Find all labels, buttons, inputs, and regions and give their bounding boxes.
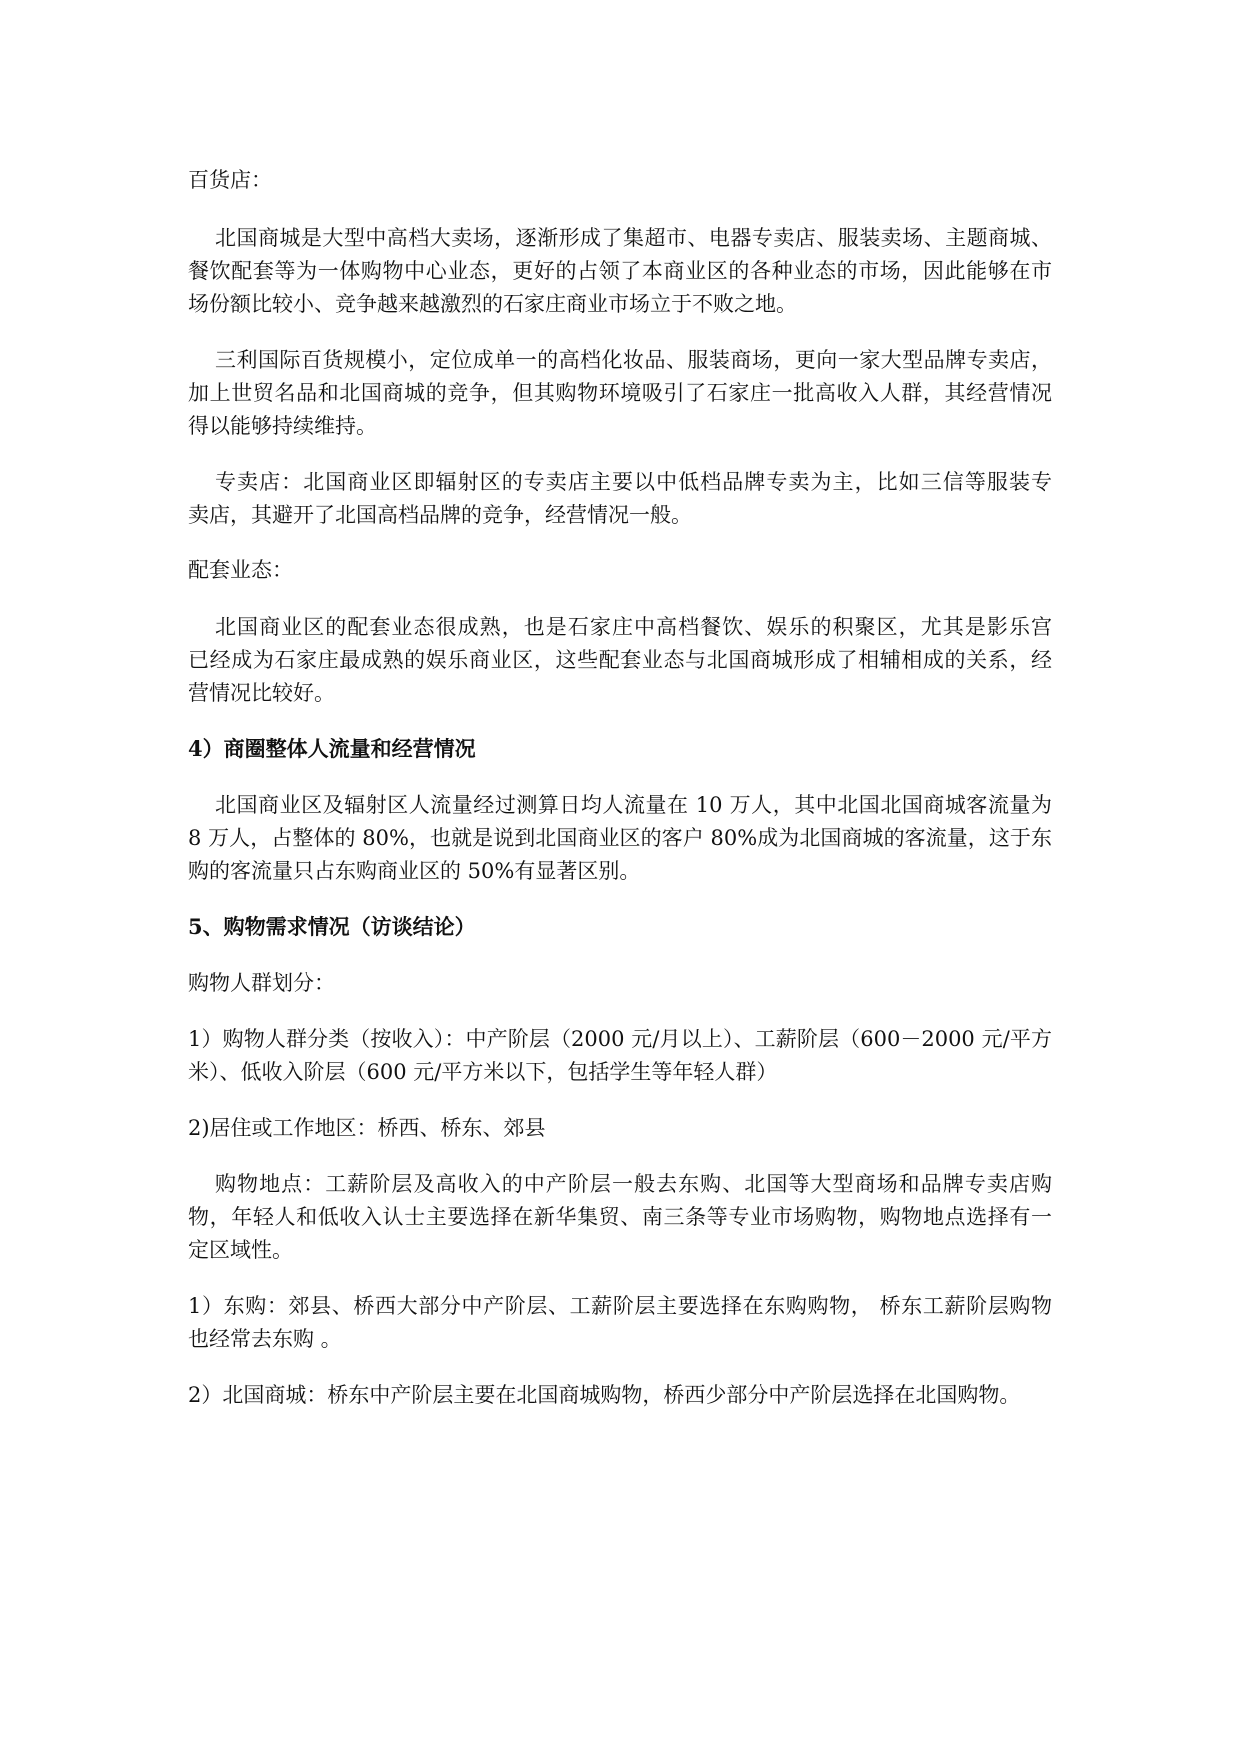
paragraph-line: 已经成为石家庄最成熟的娱乐商业区，这些配套业态与北国商城形成了相辅相成的关系，经 <box>188 648 1052 672</box>
paragraph-line: 8 万人，占整体的 80%，也就是说到北国商业区的客户 80%成为北国商城的客流量，这于东 <box>188 826 1052 850</box>
paragraph-line: 定区域性。 <box>188 1238 293 1262</box>
paragraph-line: 北国商业区的配套业态很成熟，也是石家庄中高档餐饮、娱乐的积聚区，尤其是影乐宫 <box>215 615 1052 639</box>
paragraph-line: 三利国际百货规模小，定位成单一的高档化妆品、服装商场，更向一家大型品牌专卖店， <box>215 348 1052 372</box>
paragraph-line: 物，年轻人和低收入认士主要选择在新华集贸、南三条等专业市场购物，购物地点选择有一 <box>188 1205 1052 1229</box>
paragraph-line: 购的客流量只占东购商业区的 50%有显著区别。 <box>188 859 641 883</box>
paragraph-line: 场份额比较小、竞争越来越激烈的石家庄商业市场立于不败之地。 <box>188 292 797 316</box>
paragraph-line: 卖店，其避开了北国高档品牌的竞争，经营情况一般。 <box>188 503 692 527</box>
paragraph-line: 也经常去东购 。 <box>188 1327 342 1351</box>
paragraph-line: 米）、低收入阶层（600 元/平方米以下，包括学生等年轻人群） <box>188 1060 778 1084</box>
paragraph-line: 得以能够持续维持。 <box>188 414 377 438</box>
section-heading-4: 4）商圈整体人流量和经营情况 <box>188 736 476 761</box>
subheading-peitao: 配套业态： <box>188 558 293 582</box>
paragraph-line: 北国商业区及辐射区人流量经过测算日均人流量在 10 万人，其中北国北国商城客流量为 <box>215 793 1052 817</box>
paragraph-line: 1）东购：郊县、桥西大部分中产阶层、工薪阶层主要选择在东购购物， 桥东工薪阶层购物 <box>188 1294 1052 1318</box>
section-heading-5: 5、购物需求情况（访谈结论） <box>188 914 476 939</box>
subheading-baihuo: 百货店： <box>188 168 272 192</box>
paragraph-line: 2)居住或工作地区：桥西、桥东、郊县 <box>188 1116 546 1140</box>
paragraph-line: 1）购物人群分类（按收入）：中产阶层（2000 元/月以上）、工薪阶层（600－2000 元/平方 <box>188 1027 1052 1051</box>
subheading-renqun: 购物人群划分： <box>188 971 335 995</box>
paragraph-line: 专卖店：北国商业区即辐射区的专卖店主要以中低档品牌专卖为主，比如三信等服装专 <box>215 470 1052 494</box>
paragraph-line: 营情况比较好。 <box>188 681 335 705</box>
paragraph-line: 北国商城是大型中高档大卖场，逐渐形成了集超市、电器专卖店、服装卖场、主题商城、 <box>215 226 1052 250</box>
paragraph-line: 2）北国商城：桥东中产阶层主要在北国商城购物，桥西少部分中产阶层选择在北国购物。 <box>188 1383 1021 1407</box>
paragraph-line: 购物地点：工薪阶层及高收入的中产阶层一般去东购、北国等大型商场和品牌专卖店购 <box>215 1172 1052 1196</box>
paragraph-line: 加上世贸名品和北国商城的竞争，但其购物环境吸引了石家庄一批高收入人群，其经营情况 <box>188 381 1052 405</box>
paragraph-line: 餐饮配套等为一体购物中心业态，更好的占领了本商业区的各种业态的市场，因此能够在市 <box>188 259 1052 283</box>
